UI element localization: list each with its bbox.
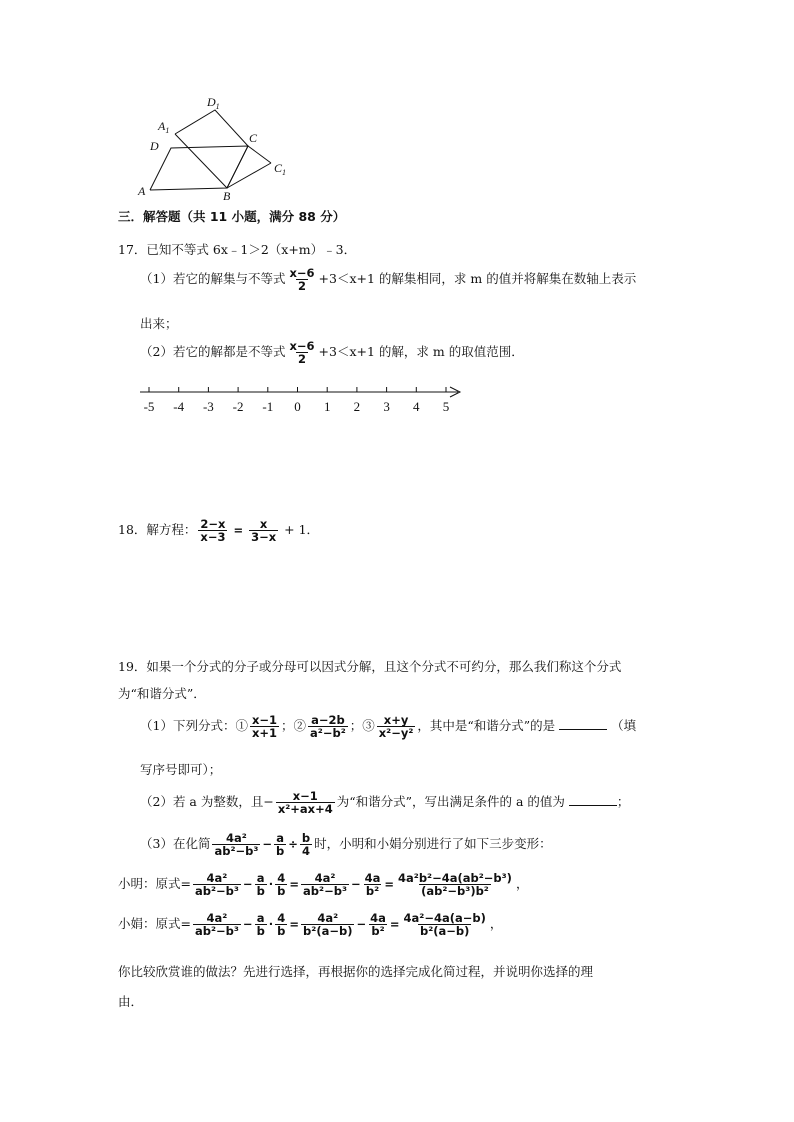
section-title: 三．解答题（共 11 小题，满分 88 分）: [118, 209, 346, 224]
fraction: $\frac{4a}{\text{b²}}$: [364, 871, 381, 899]
fraction: $\frac{a}{b}$: [256, 871, 265, 899]
number-line-label: 0: [294, 399, 301, 414]
geometry-figure: [130, 92, 300, 202]
figure-edge-cc1: [248, 146, 271, 163]
fraction: $\frac{x-6}{2}$: [289, 339, 315, 367]
label-d: D: [150, 139, 159, 153]
fraction: $\frac{x-1}{\text{x²+ax+4}}$: [277, 789, 333, 817]
q19-stem-line2: 为“和谐分式”．: [118, 686, 206, 701]
figure-edge-a1bcd1: [175, 110, 248, 188]
number-line-label: -5: [143, 399, 155, 414]
fraction: $\frac{a}{b}$: [276, 831, 285, 859]
label-d1: $D_1$: [207, 95, 220, 111]
q18: 18．解方程： $\frac{2-x}{x-3}$ = $\frac{x}{3-x}$ + 1．: [118, 517, 320, 545]
fraction: $\frac{4}{b}$: [277, 871, 286, 899]
fraction: $\frac{\text{4a²b²−4a(ab²−b³)}}{\text{(ab²−b³)b²}}$: [398, 871, 512, 899]
number-line-label: -2: [232, 399, 244, 414]
answer-blank[interactable]: [559, 717, 607, 730]
label-b: B: [223, 189, 231, 202]
fraction: $\frac{a}{b}$: [256, 911, 265, 939]
fraction: $\frac{\text{4a²}}{\text{ab²−b³}}$: [194, 871, 239, 899]
q17-part2: （2）若它的解都是不等式 $\frac{x-6}{2}$ +3＜x+1 的解，求 m 的取值范围．: [140, 339, 524, 367]
figure-edge-abcd: [150, 146, 248, 190]
number-line-label: -3: [202, 399, 214, 414]
fraction: $\frac{x+y}{\text{x²−y²}}$: [378, 713, 414, 741]
fraction: $\frac{a-2b}{\text{a²−b²}}$: [310, 713, 346, 741]
answer-blank[interactable]: [569, 793, 617, 806]
q17-part1: （1）若它的解集与不等式 $\frac{x-6}{2}$ +3＜x+1 的解集相同，求 m 的值并将解集在数轴上表示: [140, 266, 637, 294]
fraction: $\frac{x-1}{x+1}$: [251, 713, 278, 741]
fraction: $\frac{b}{4}$: [301, 831, 311, 859]
q19-stem-line1: 19．如果一个分式的分子或分母可以因式分解，且这个分式不可约分，那么我们称这个分式: [118, 659, 622, 674]
label-c: C: [249, 131, 258, 145]
q19-part1-cont: 写序号即可）；: [140, 762, 222, 777]
fraction: $\frac{x-6}{2}$: [289, 266, 315, 294]
fraction-rhs: $\frac{x}{3-x}$: [251, 517, 277, 545]
fraction-lhs: $\frac{2-x}{x-3}$: [200, 517, 226, 545]
q19-part1: （1）下列分式：① $\frac{x-1}{x+1}$ ；② $\frac{a-2b}{\text{a²−b²}}$ ；③ $\frac{x+y}{\text{x²−y²}}$ ，其中是“和谐分式”的是 （填: [140, 713, 637, 741]
label-a1: $A_1$: [158, 119, 170, 135]
q17-stem: 17．已知不等式 6x﹣1＞2（x+m）﹣3．: [118, 242, 357, 257]
xiaoming-line: 小明：原式= $\frac{\text{4a²}}{\text{ab²−b³}}$ − $\frac{a}{b}$ · $\frac{4}{b}$ = $\frac{\text{4a²}}{\text{ab²−b³}}$ − $\frac{4a}{\text{b²}}$ = $\frac{\text{4a²b²−4a(ab²−b³)}}{\text{(ab²−b³)b²}}$ ，: [118, 871, 529, 899]
fraction: $\frac{\text{4a²}}{\text{ab²−b³}}$: [214, 831, 259, 859]
number-line-label: 4: [413, 399, 420, 414]
q19-part3: （3）在化简 $\frac{\text{4a²}}{\text{ab²−b³}}$ − $\frac{a}{b}$ ÷ $\frac{b}{4}$ 时，小明和小娟分别进行了如下三步变形：: [140, 831, 552, 859]
number-line-label: 1: [323, 399, 331, 414]
label-c1: $C_1$: [274, 161, 287, 177]
q19-part2: （2）若 a 为整数，且− $\frac{x-1}{\text{x²+ax+4}}$ 为“和谐分式”，写出满足条件的 a 的值为 ；: [140, 789, 630, 817]
xiaojuan-line: 小娟：原式= $\frac{\text{4a²}}{\text{ab²−b³}}$ − $\frac{a}{b}$ · $\frac{4}{b}$ = $\frac{\text{4a²}}{\text{b²(a−b)}}$ − $\frac{4a}{\text{b²}}$ = $\frac{\text{4a²−4a(a−b)}}{\text{b²(a−b)}}$ ，: [118, 911, 503, 939]
fraction: $\frac{\text{4a²}}{\text{ab²−b³}}$: [303, 871, 347, 899]
number-line-label: -1: [262, 399, 274, 414]
number-line-label: 5: [442, 399, 450, 414]
fraction: $\frac{\text{4a²−4a(a−b)}}{\text{b²(a−b)}}$: [403, 911, 486, 939]
fraction: $\frac{\text{4a²}}{\text{b²(a−b)}}$: [303, 911, 353, 939]
fraction: $\frac{4}{b}$: [277, 911, 286, 939]
number-line-label: 2: [353, 399, 361, 414]
q19-final-line1: 你比较欣赏谁的做法？先进行选择，再根据你的选择完成化简过程，并说明你选择的理: [118, 964, 594, 979]
fraction: $\frac{\text{4a²}}{\text{ab²−b³}}$: [194, 911, 239, 939]
number-line-label: 3: [383, 399, 390, 414]
number-line-label: -4: [173, 399, 185, 414]
label-a: A: [138, 184, 146, 198]
q19-final-line2: 由．: [118, 994, 144, 1009]
q17-part1-cont: 出来；: [140, 316, 178, 331]
fraction: $\frac{4a}{\text{b²}}$: [370, 911, 386, 939]
number-line: [136, 384, 466, 418]
